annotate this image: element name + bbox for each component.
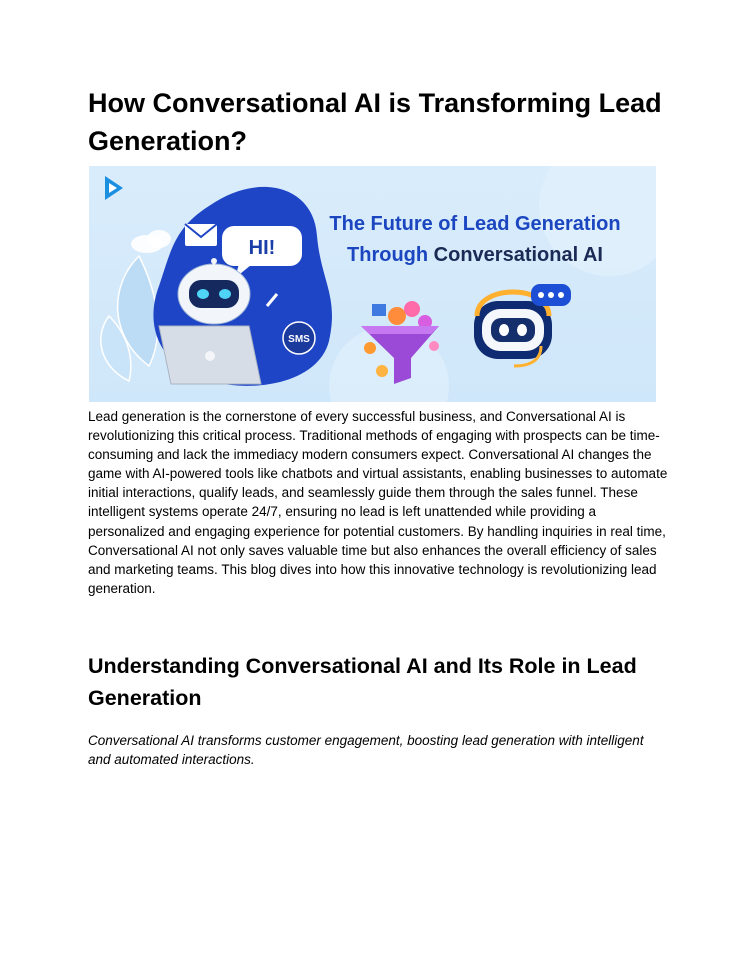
hero-banner-image bbox=[89, 166, 656, 402]
brand-logo-icon bbox=[105, 176, 123, 200]
hi-bubble-text: HI! bbox=[248, 237, 276, 259]
banner-headline-line1: The Future of Lead Generation bbox=[329, 213, 621, 235]
sms-bubble-text: SMS bbox=[288, 334, 310, 345]
sms-bubble bbox=[283, 322, 315, 354]
banner-headline-through: Through bbox=[347, 244, 434, 266]
article-title: How Conversational AI is Transforming Lead Generation? bbox=[88, 88, 662, 156]
chatbot-headset-icon bbox=[474, 284, 571, 366]
intro-paragraph: Lead generation is the cornerstone of every successful business, and Conversational AI is revolutionizing this critical process. Traditional methods of engaging with prospects can be time-consuming and lack the immediacy modern consumers expect. Conversational AI changes the game with AI-powered tools like chatbots and virtual assistants, enabling businesses to automate initial interactions, qualify leads, and seamlessly guide them through the sales funnel. These intelligent systems operate 24/7, ensuring no lead is left unattended while providing a personalized and engaging experience for potential customers. By handling inquiries in real time, Conversational AI not only saves valuable time but also enhances the overall efficiency of sales and marketing teams. This blog dives into how this innovative technology is revolutionizing lead generation. bbox=[88, 409, 668, 596]
section-caption: Conversational AI transforms customer engagement, boosting lead generation with intelligent and automated interactions. bbox=[88, 733, 644, 768]
banner-headline-line2 bbox=[347, 244, 603, 266]
section-heading: Understanding Conversational AI and Its Role in Lead Generation bbox=[88, 654, 637, 710]
laptop-icon bbox=[159, 326, 261, 384]
envelope-icon bbox=[185, 224, 217, 246]
banner-headline-conversational-ai: Conversational AI bbox=[433, 244, 603, 266]
leaf-decoration-icon bbox=[101, 256, 158, 381]
cloud-icon bbox=[131, 230, 171, 253]
